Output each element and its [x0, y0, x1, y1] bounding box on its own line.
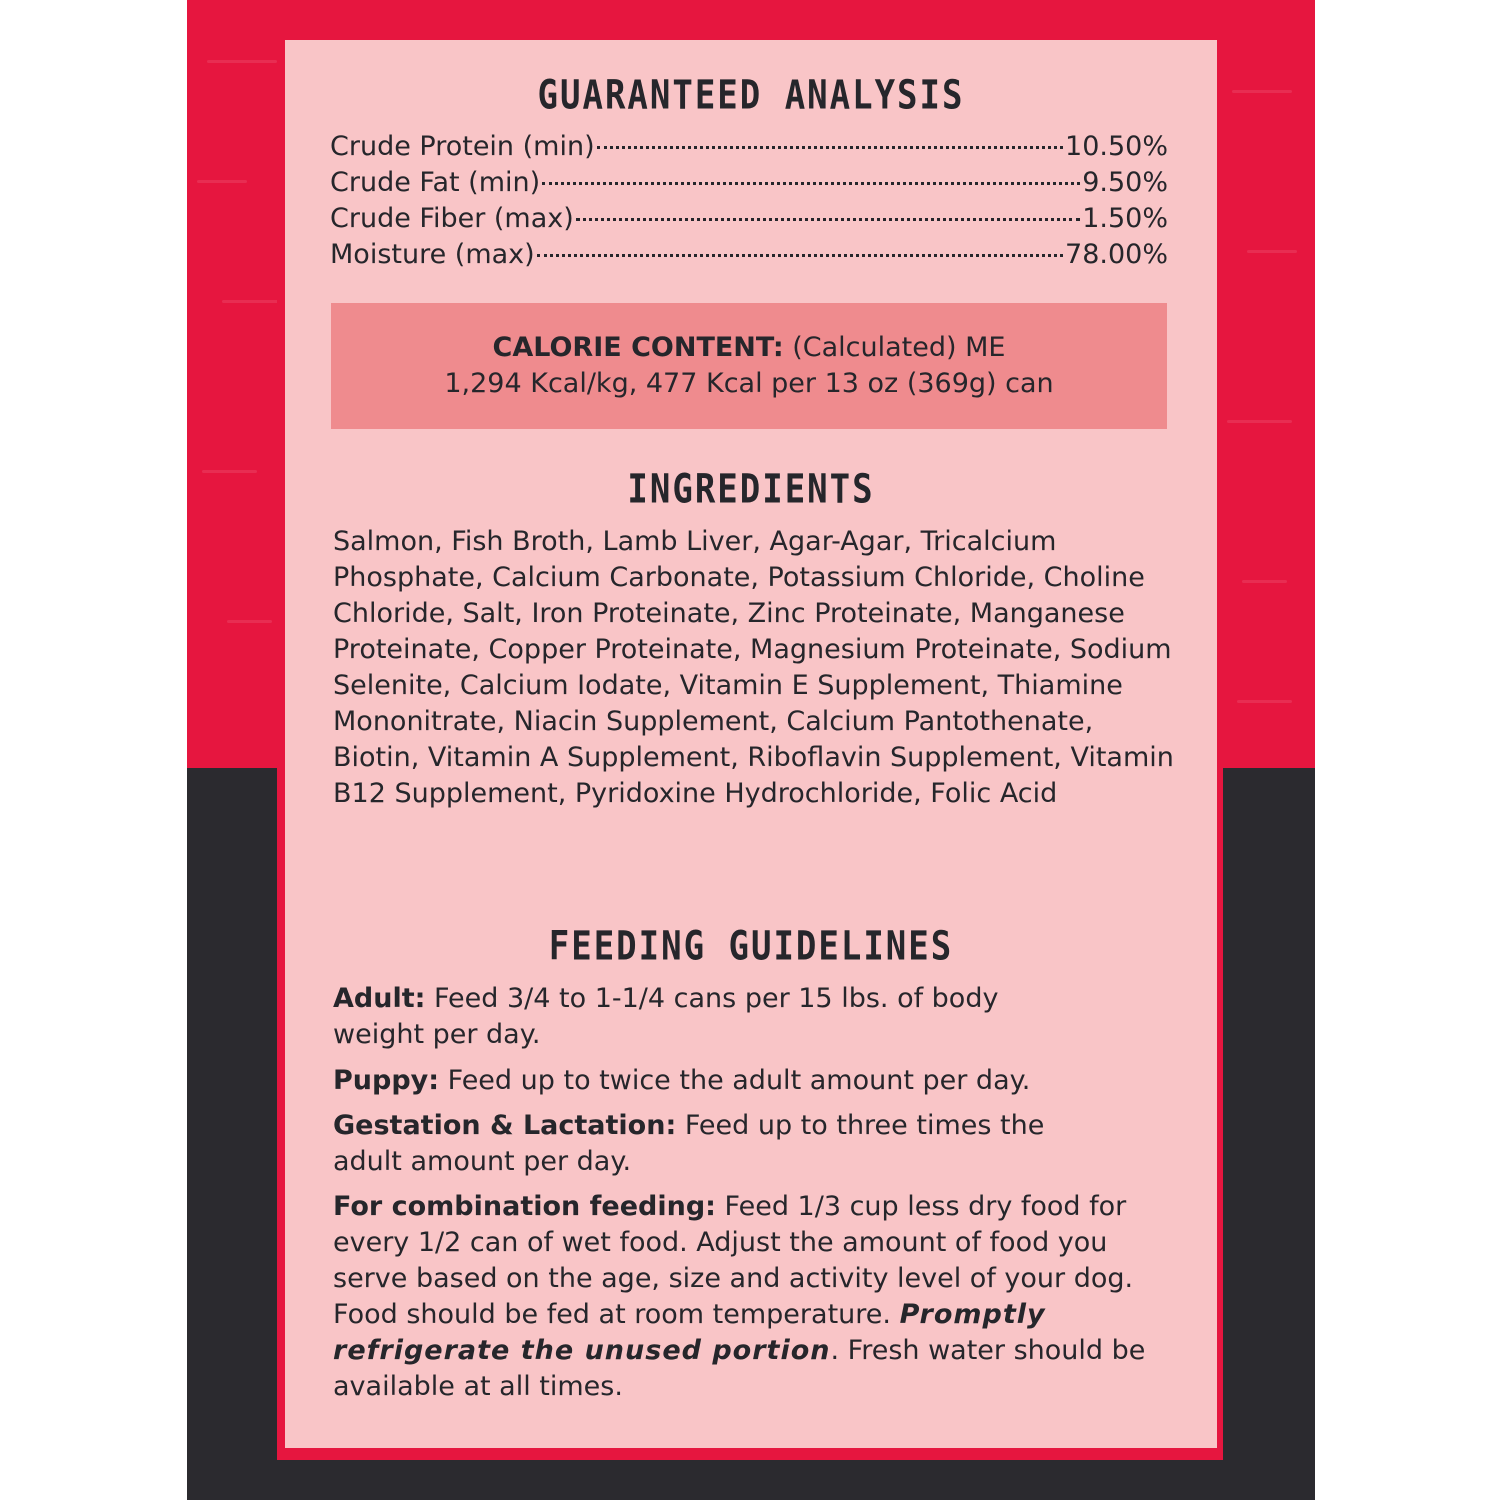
combo-text: Feed 1/3 cup less dry food for every 1/2 can of wet food. Adjust the amount of food you serve based on the age, size and activity level of your dog. Food should be fed at room temperature.	[333, 1191, 1134, 1330]
feeding-puppy	[333, 1063, 1178, 1099]
feeding-adult	[333, 981, 1073, 1053]
feeding-combination	[333, 1189, 1178, 1405]
dot-leader	[597, 146, 1063, 149]
analysis-label: Crude Fat (min)	[330, 167, 541, 198]
puppy-label: Puppy:	[333, 1065, 440, 1096]
dot-leader	[537, 254, 1063, 257]
gestation-text: Feed up to three times the adult amount per day.	[333, 1110, 1045, 1177]
analysis-label: Crude Fiber (max)	[330, 203, 574, 234]
adult-text: Feed 3/4 to 1-1/4 cans per 15 lbs. of body weight per day.	[333, 983, 999, 1050]
calorie-method: (Calculated) ME	[783, 332, 1006, 363]
analysis-value: 10.50%	[1065, 131, 1168, 162]
gestation-label: Gestation & Lactation:	[333, 1110, 677, 1141]
analysis-value: 1.50%	[1082, 203, 1168, 234]
adult-label: Adult:	[333, 983, 426, 1014]
analysis-row-protein	[330, 129, 1168, 165]
calorie-line-1	[331, 330, 1167, 366]
guaranteed-analysis-heading: GUARANTEED ANALYSIS	[537, 72, 965, 120]
analysis-label: Crude Protein (min)	[330, 131, 595, 162]
analysis-value: 9.50%	[1082, 167, 1168, 198]
feeding-gestation	[333, 1108, 1053, 1180]
ingredients-list: Salmon, Fish Broth, Lamb Liver, Agar-Agar, Tricalcium Phosphate, Calcium Carbonate, Potassium Chloride, Choline Chloride, Salt, Iron Proteinate, Zinc Proteinate, Manganese Proteinate, Copper Proteinate, Magnesium Proteinate, Sodium Selenite, Calcium Iodate, Vitamin E Supplement, Thiamine Mononitrate, Niacin Supplement, Calcium Pantothenate, Biotin, Vitamin A Supplement, Riboflavin Supplement, Vitamin B12 Supplement, Pyridoxine Hydrochloride, Folic Acid	[333, 526, 1174, 809]
combo-label: For combination feeding:	[333, 1191, 716, 1222]
combo-end: . Fresh water should be available at all times.	[333, 1335, 1146, 1402]
calorie-content-box	[331, 303, 1167, 429]
dot-leader	[576, 218, 1080, 221]
analysis-row-fat	[330, 165, 1168, 201]
calorie-line-2: 1,294 Kcal/kg, 477 Kcal per 13 oz (369g) can	[444, 368, 1054, 399]
analysis-label: Moisture (max)	[330, 239, 535, 270]
combo-refrigerate-note: Promptly refrigerate the unused portion	[333, 1299, 1046, 1366]
feeding-guidelines-heading: FEEDING GUIDELINES	[548, 923, 954, 971]
analysis-row-fiber	[330, 201, 1168, 237]
puppy-text: Feed up to twice the adult amount per day.	[439, 1065, 1031, 1096]
dot-leader	[542, 182, 1080, 185]
analysis-value: 78.00%	[1065, 239, 1168, 270]
calorie-label: CALORIE CONTENT:	[492, 332, 784, 363]
ingredients-heading: INGREDIENTS	[627, 466, 875, 514]
analysis-row-moisture	[330, 237, 1168, 273]
